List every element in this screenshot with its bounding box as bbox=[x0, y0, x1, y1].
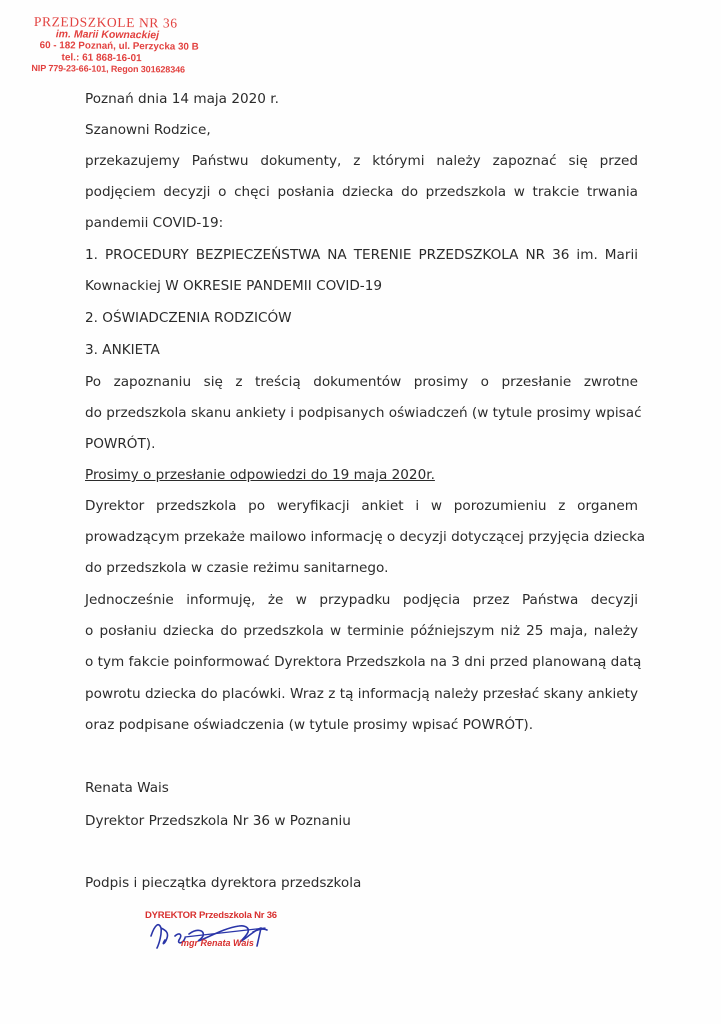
list-item-procedures-cont: Kownackiej W OKRESIE PANDEMII COVID-19 bbox=[85, 278, 383, 294]
stamp-line-name: PRZEDSZKOLE NR 36 bbox=[33, 14, 178, 31]
later-info-line: oraz podpisane oświadczenia (w tytule prosimy wpisać POWRÓT). bbox=[85, 717, 534, 733]
list-item-procedures: 1. PROCEDURY BEZPIECZEŃSTWA NA TERENIE PRZEDSZKOLA NR 36 im. Marii bbox=[85, 247, 638, 263]
intro-line: pandemii COVID-19: bbox=[85, 215, 224, 231]
later-info-line: o tym fakcie poinformować Dyrektora Przedszkola na 3 dni przed planowaną datą bbox=[85, 654, 642, 670]
director-info-line: do przedszkola w czasie reżimu sanitarnego. bbox=[85, 560, 389, 576]
institution-stamp bbox=[31, 14, 222, 76]
intro-line: podjęciem decyzji o chęci posłania dziecka do przedszkola w trakcie trwania bbox=[85, 184, 638, 200]
letter-greeting: Szanowni Rodzice, bbox=[85, 122, 211, 138]
signature-stamp-name: mgr Renata Wais bbox=[181, 938, 254, 948]
stamp-line-nip-regon: NIP 779-23-66-101, Regon 301628346 bbox=[31, 62, 186, 75]
signatory-name: Renata Wais bbox=[85, 780, 169, 796]
later-info-line: powrotu dziecka do placówki. Wraz z tą informacją należy przesłać skany ankiety bbox=[85, 686, 638, 702]
stamp-line-phone: tel.: 61 868-16-01 bbox=[61, 52, 142, 65]
director-info-line: Dyrektor przedszkola po weryfikacji ankiet i w porozumieniu z organem bbox=[85, 498, 638, 514]
deadline-notice: Prosimy o przesłanie odpowiedzi do 19 maja 2020r. bbox=[85, 467, 435, 483]
director-signature-stamp bbox=[145, 910, 285, 958]
request-line: Po zapoznaniu się z treścią dokumentów prosimy o przesłanie zwrotne bbox=[85, 374, 638, 390]
deadline-line-wrap bbox=[85, 466, 638, 484]
signatory-title: Dyrektor Przedszkola Nr 36 w Poznaniu bbox=[85, 813, 351, 829]
signature-caption: Podpis i pieczątka dyrektora przedszkola bbox=[85, 875, 362, 891]
later-info-line: o posłaniu dziecka do przedszkola w terminie późniejszym niż 25 maja, należy bbox=[85, 623, 638, 639]
director-info-line: prowadzącym przekaże mailowo informację o decyzji dotyczącej przyjęcia dziecka bbox=[85, 529, 646, 545]
stamp-line-patron: im. Marii Kownackiej bbox=[55, 28, 160, 42]
request-line: POWRÓT). bbox=[85, 436, 156, 452]
list-item-survey: 3. ANKIETA bbox=[85, 342, 160, 358]
signature-stamp-title: DYREKTOR Przedszkola Nr 36 bbox=[145, 910, 277, 921]
intro-line: przekazujemy Państwu dokumenty, z którymi należy zapoznać się przed bbox=[85, 153, 638, 169]
letter-date: Poznań dnia 14 maja 2020 r. bbox=[85, 91, 279, 107]
later-info-line: Jednocześnie informuję, że w przypadku podjęcia przez Państwa decyzji bbox=[85, 592, 638, 608]
handwritten-signature bbox=[145, 910, 285, 958]
stamp-line-address: 60 - 182 Poznań, ul. Perzycka 30 B bbox=[39, 40, 199, 53]
request-line: do przedszkola skanu ankiety i podpisanych oświadczeń (w tytule prosimy wpisać bbox=[85, 405, 642, 421]
list-item-declarations: 2. OŚWIADCZENIA RODZICÓW bbox=[85, 310, 292, 326]
